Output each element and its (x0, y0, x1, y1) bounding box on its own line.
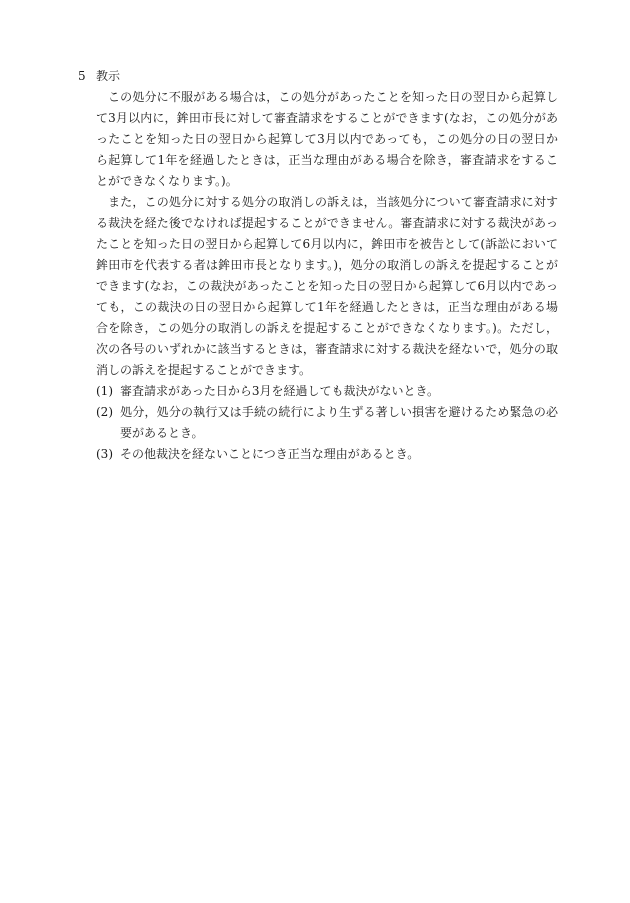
section-heading (78, 66, 558, 87)
list-item-text: 処分，処分の執行又は手続の続行により生ずる著しい損害を避けるため緊急の必要があるとき。 (120, 405, 558, 440)
list-item (96, 381, 558, 402)
list-item-number: (1) (96, 384, 113, 398)
paragraph-appeal: この処分に不服がある場合は，この処分があったことを知った日の翌日から起算して3月以内に，鉾田市長に対して審査請求をすることができます(なお，この処分があったことを知った日の翌日から起算して3月以内であっても，この処分の日の翌日から起算して1年を経過したときは，正当な理由がある場合を除き，審査請求をすることができなくなります。)。 (96, 90, 558, 188)
list-item (96, 444, 558, 465)
list-item-number: (2) (96, 405, 113, 419)
list-item-text: その他裁決を経ないことにつき正当な理由があるとき。 (120, 447, 420, 461)
list-item-text: 審査請求があった日から3月を経過しても裁決がないとき。 (120, 384, 440, 398)
list-item-number: (3) (96, 447, 113, 461)
paragraph-lawsuit: また，この処分に対する処分の取消しの訴えは，当該処分について審査請求に対する裁決を経た後でなければ提起することができません。審査請求に対する裁決があったことを知った日の翌日から起算して6月以内に，鉾田市を被告として(訴訟において鉾田市を代表する者は鉾田市長となります。)，処分の取消しの訴えを提起することができます(なお，この裁決があったことを知った日の翌日から起算して6月以内であっても，この裁決の日の翌日から起算して1年を経過したときは，正当な理由がある場合を除き，この処分の取消しの訴えを提起することができなくなります。)。ただし，次の各号のいずれかに該当するときは，審査請求に対する裁決を経ないで，処分の取消しの訴えを提起することができます。 (96, 195, 558, 377)
section-number: 5 (78, 69, 86, 83)
section-body (96, 87, 558, 465)
section-title: 教示 (96, 69, 121, 83)
section-instructions (78, 66, 558, 465)
list-item (96, 402, 558, 444)
